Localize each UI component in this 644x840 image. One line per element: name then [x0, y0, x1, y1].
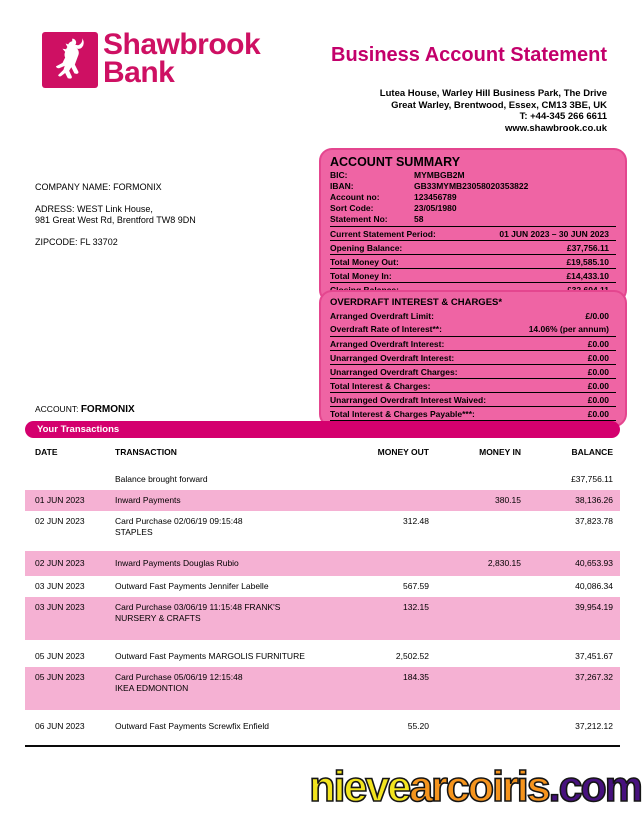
company-zipcode: ZIPCODE: FL 33702 — [35, 237, 118, 247]
overdraft-charges-box — [319, 290, 627, 427]
transaction-row: 05 JUN 2023 Card Purchase 05/06/19 12:15:48 IKEA EDMONTION 184.35 37,267.32 — [25, 667, 620, 710]
summary-row-total-money-in: Total Money In: £14,433.10 — [330, 268, 616, 282]
header-transaction: TRANSACTION — [115, 447, 177, 457]
lion-rampant-icon — [48, 34, 92, 87]
company-name: COMPANY NAME: FORMONIX — [35, 182, 162, 192]
transactions-section-bar — [25, 421, 620, 438]
header-money-in: MONEY IN — [479, 447, 521, 457]
overdraft-row-arranged-interest: Arranged Overdraft Interest: £0.00 — [330, 336, 616, 350]
overdraft-row-total-payable: Total Interest & Charges Payable***: £0.00 — [330, 406, 616, 420]
bank-name — [103, 28, 261, 89]
header-money-out: MONEY OUT — [377, 447, 429, 457]
summary-row-period: Current Statement Period: 01 JUN 2023 – 30 JUN 2023 — [330, 226, 616, 240]
transactions-table — [25, 443, 620, 747]
transaction-row: 06 JUN 2023 Outward Fast Payments Screwfix Enfield 55.20 37,212.12 — [35, 721, 613, 731]
shawbrook-logo — [42, 32, 98, 88]
summary-field-account-no: Account no: 123456789 — [330, 192, 457, 202]
transaction-row: 03 JUN 2023 Outward Fast Payments Jennifer Labelle 567.59 40,086.34 — [35, 581, 613, 591]
statement-title: Business Account Statement — [331, 44, 607, 66]
overdraft-limit-row: Arranged Overdraft Limit: £/0.00 — [330, 310, 609, 321]
account-summary-title: ACCOUNT SUMMARY — [330, 155, 461, 169]
transaction-row: 01 JUN 2023 Inward Payments 380.15 38,136.26 — [25, 490, 620, 511]
overdraft-rate-row: Overdraft Rate of Interest**: 14.06% (per annum) — [330, 323, 609, 334]
overdraft-row-total-charges: Total Interest & Charges: £0.00 — [330, 378, 616, 392]
customer-info-block — [35, 182, 196, 248]
bank-name-line1: Shawbrook — [103, 28, 261, 61]
company-address-line2: 981 Great West Rd, Brentford TW8 9DN — [35, 215, 196, 225]
summary-row-total-money-out: Total Money Out: £19,585.10 — [330, 254, 616, 268]
overdraft-row-unarranged-charges: Unarranged Overdraft Charges: £0.00 — [330, 364, 616, 378]
bank-name-line2: Bank — [103, 56, 175, 89]
summary-ruled-rows — [330, 226, 616, 297]
transaction-row: 02 JUN 2023 Card Purchase 02/06/19 09:15:48 STAPLES 312.48 37,823.78 — [35, 516, 613, 537]
overdraft-row-interest-waived: Unarranged Overdraft Interest Waived: £0.00 — [330, 392, 616, 406]
transactions-table-header — [25, 443, 620, 469]
bank-address-block — [380, 88, 607, 134]
account-name-value: FORMONIX — [80, 404, 135, 415]
summary-field-bic: BIC: MYMBGB2M — [330, 170, 465, 180]
summary-row-opening-balance: Opening Balance: £37,756.11 — [330, 240, 616, 254]
summary-field-statement-no: Statement No: 58 — [330, 214, 424, 224]
overdraft-title: OVERDRAFT INTEREST & CHARGES* — [330, 297, 503, 308]
summary-field-iban: IBAN: GB33MYMB23058020353822 — [330, 181, 529, 191]
overdraft-ruled-rows — [330, 336, 616, 421]
bank-address-line: Great Warley, Brentwood, Essex, CM13 3BE, UK — [391, 99, 607, 111]
watermark-nievearcoiris: nievearcoiris.com — [309, 763, 641, 811]
transaction-row: Balance brought forward £37,756.11 — [115, 474, 613, 484]
account-name-line: ACCOUNT: FORMONIX — [35, 404, 135, 415]
bank-address-line: Lutea House, Warley Hill Business Park, The Drive — [379, 88, 607, 99]
overdraft-row-unarranged-interest: Unarranged Overdraft Interest: £0.00 — [330, 350, 616, 364]
account-summary-box — [319, 148, 627, 303]
header-balance: BALANCE — [571, 447, 613, 457]
transaction-row: 03 JUN 2023 Card Purchase 03/06/19 11:15:48 FRANK'S NURSERY & CRAFTS 132.15 39,954.19 — [25, 597, 620, 640]
transaction-row: 05 JUN 2023 Outward Fast Payments MARGOLIS FURNITURE 2,502.52 37,451.67 — [35, 651, 613, 661]
transaction-row: 02 JUN 2023 Inward Payments Douglas Rubio 2,830.15 40,653.93 — [25, 551, 620, 576]
bank-website: www.shawbrook.co.uk — [504, 122, 607, 134]
header-date: DATE — [35, 447, 58, 457]
company-address-line1: ADRESS: WEST Link House, — [35, 204, 153, 214]
summary-field-sort-code: Sort Code: 23/05/1980 — [330, 203, 457, 213]
bank-phone: T: +44-345 266 6611 — [519, 111, 607, 122]
transactions-section-title: Your Transactions — [37, 424, 120, 435]
